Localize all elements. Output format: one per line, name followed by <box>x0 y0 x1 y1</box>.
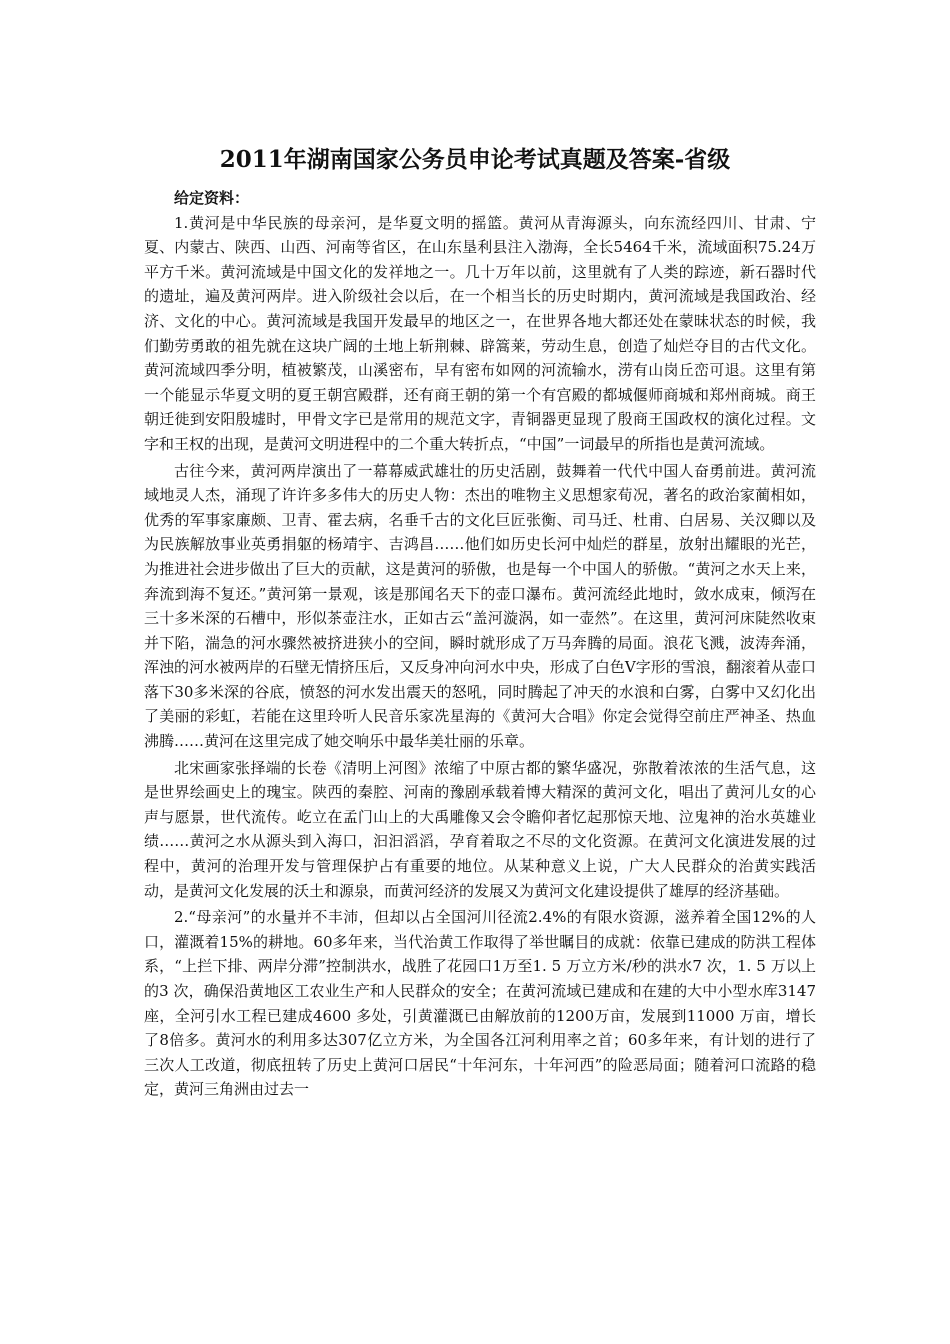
paragraph-3: 北宋画家张择端的长卷《清明上河图》浓缩了中原古都的繁华盛况，弥散着浓浓的生活气息，这是世界绘画史上的瑰宝。陕西的秦腔、河南的豫剧承载着博大精深的黄河文化，唱出了黄河儿女的心声与愿景，世代流传。屹立在孟门山上的大禹雕像又会令瞻仰者忆起那惊天地、泣鬼神的治水英雄业绩……黄河之水从源头到入海口，汩汩滔滔，孕育着取之不尽的文化资源。在黄河文化演进发展的过程中，黄河的治理开发与管理保护占有重要的地位。从某种意义上说，广大人民群众的治黄实践活动，是黄河文化发展的沃土和源泉，而黄河经济的发展又为黄河文化建设提供了雄厚的经济基础。 <box>144 758 816 900</box>
section-label: 给定资料： <box>174 189 250 207</box>
page-title: 2011年湖南国家公务员申论考试真题及答案-省级 <box>219 146 731 173</box>
paragraph-1: 1.黄河是中华民族的母亲河，是华夏文明的摇篮。黄河从青海源头，向东流经四川、甘肃、宁夏、内蒙古、陕西、山西、河南等省区，在山东垦利县注入渤海，全长5464千米，流域面积75.24万平方千米。黄河流域是中国文化的发祥地之一。几十万年以前，这里就有了人类的踪迹，新石器时代的遗址，遍及黄河两岸。进入阶级社会以后，在一个相当长的历史时期内，黄河流域是我国政治、经济、文化的中心。黄河流域是我国开发最早的地区之一，在世界各地大都还处在蒙昧状态的时候，我们勤劳勇敢的祖先就在这块广阔的土地上斩荆棘、辟篙莱，劳动生息，创造了灿烂夺目的古代文化。黄河流域四季分明，植被繁茂，山溪密布，早有密布如网的河流输水，涝有山岗丘峦可退。这里有第一个能显示华夏文明的夏王朝宫殿群，还有商王朝的第一个有宫殿的都城偃师商城和郑州商城。商王朝迁徙到安阳殷墟时，甲骨文字已是常用的规范文字，青铜器更显现了殷商王国政权的演化过程。文字和王权的出现，是黄河文明进程中的二个重大转折点，“中国”一词最早的所指也是黄河流域。 <box>144 213 816 453</box>
paragraph-2: 古往今来，黄河两岸演出了一幕幕威武雄壮的历史活剧，鼓舞着一代代中国人奋勇前进。黄河流域地灵人杰，涌现了许许多多伟大的历史人物：杰出的唯物主义思想家荀况，著名的政治家蔺相如，优秀的军事家廉颇、卫青、霍去病，名垂千古的文化巨匠张衡、司马迁、杜甫、白居易、关汉卿以及为民族解放事业英勇捐躯的杨靖宇、吉鸿昌……他们如历史长河中灿烂的群星，放射出耀眼的光芒，为推进社会进步做出了巨大的贡献，这是黄河的骄傲，也是每一个中国人的骄傲。“黄河之水天上来，奔流到海不复还。”黄河第一景观，该是那闻名天下的壶口瀑布。黄河流经此地时，敛水成束，倾泻在三十多米深的石槽中，形似茶壶注水，正如古云“盖河漩涡，如一壶然”。在这里，黄河河床陡然收束并下陷，湍急的河水骤然被挤进狭小的空间，瞬时就形成了万马奔腾的局面。浪花飞溅，波涛奔涌，浑浊的河水被两岸的石壁无情挤压后，又反身冲向河水中央，形成了白色V字形的雪浪，翻滚着从壶口落下30多米深的谷底，愤怒的河水发出震天的怒吼，同时腾起了冲天的水浪和白雾，白雾中又幻化出了美丽的彩虹，若能在这里玲听人民音乐家冼星海的《黄河大合唱》你定会觉得空前庄严神圣、热血沸腾……黄河在这里完成了她交响乐中最华美壮丽的乐章。 <box>144 461 816 751</box>
document-body <box>144 186 816 1104</box>
paragraph-4: 2.“母亲河”的水量并不丰沛，但却以占全国河川径流2.4%的有限水资源，滋养着全国12%的人口，灌溉着15%的耕地。60多年来，当代治黄工作取得了举世瞩目的成就：依靠已建成的防洪工程体系，“上拦下排、两岸分滞”控制洪水，战胜了花园口1万至1. 5 万立方米/秒的洪水7 次，1. 5 万以上的3 次，确保沿黄地区工农业生产和人民群众的安全；在黄河流域已建成和在建的大中小型水库3147 座，全河引水工程已建成4600 多处，引黄灌溉已由解放前的1200万亩，发展到11000 万亩，增长了8倍多。黄河水的利用多达307亿立方米，为全国各江河利用率之首；60多年来，有计划的进行了三次人工改道，彻底扭转了历史上黄河口居民“十年河东，十年河西”的险恶局面；随着河口流路的稳定，黄河三角洲由过去一 <box>144 908 816 1099</box>
